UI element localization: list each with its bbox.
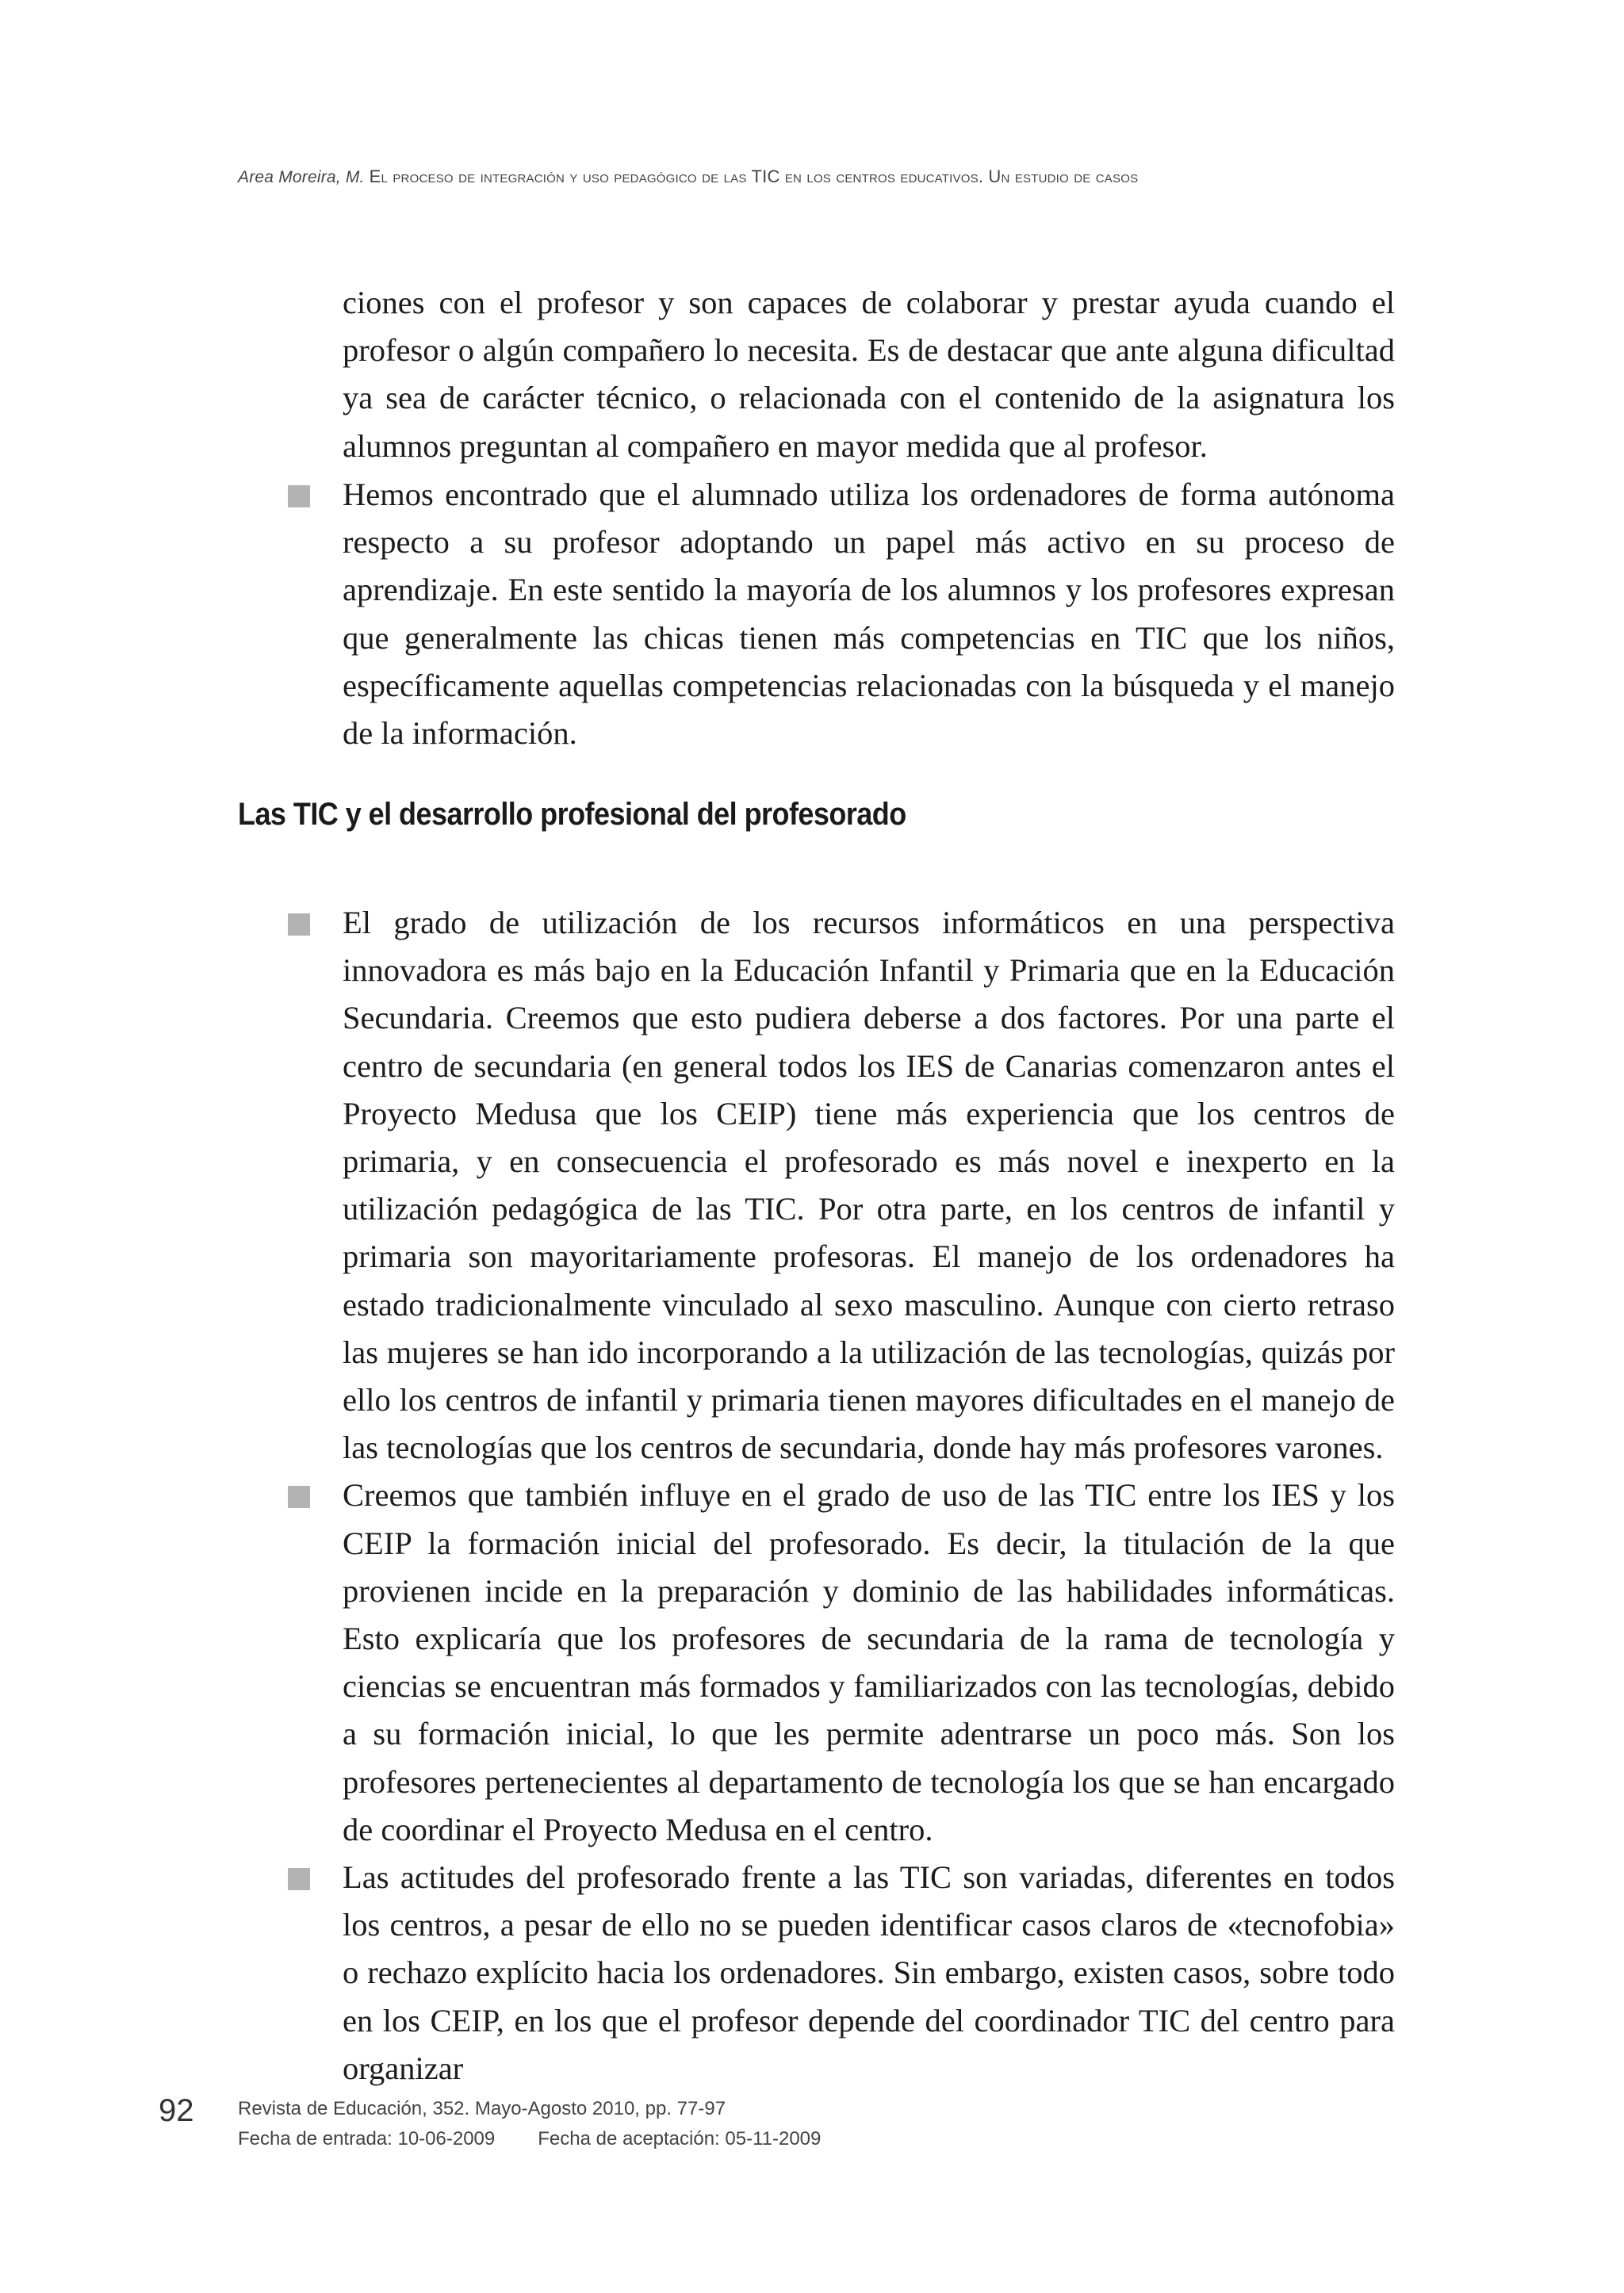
list-item	[343, 1854, 1395, 2092]
page-number: 92	[159, 2093, 194, 2128]
list-item	[343, 899, 1395, 1472]
second-bullet-list	[343, 899, 1395, 2092]
list-item-text: El grado de utilización de los recursos informáticos en una perspectiva innovadora es más bajo en la Educación Infantil y Primaria que en la Educación Secundaria. Creemos que esto pudiera deberse a dos factores. Por una parte el centro de secundaria (en general todos los IES de Canarias comenzaron antes el Proyecto Medusa que los CEIP) tiene más experiencia que los centros de primaria, y en consecuencia el profesorado es más novel e inexperto en la utilización pedagógica de las TIC. Por otra parte, en los centros de infantil y primaria son mayoritariamente profesoras. El manejo de los ordenadores ha estado tradicionalmente vinculado al sexo masculino. Aunque con cierto retraso las mujeres se han ido incorporando a la utilización de las tecnologías, quizás por ello los centros de infantil y primaria tienen mayores dificultades en el manejo de las tecnologías que los centros de secundaria, donde hay más profesores varones.	[343, 905, 1395, 1466]
section-heading: Las TIC y el desarrollo profesional del profesorado	[238, 797, 906, 832]
square-bullet-icon	[288, 1486, 310, 1508]
header-author: Area Moreira, M.	[238, 168, 365, 186]
journal-citation: Revista de Educación, 352. Mayo-Agosto 2010, pp. 77-97	[238, 2098, 726, 2119]
running-header	[238, 167, 1138, 187]
square-bullet-icon	[288, 485, 310, 507]
accepted-date: Fecha de aceptación: 05-11-2009	[538, 2128, 822, 2149]
list-item-text: Hemos encontrado que el alumnado utiliza los ordenadores de forma autónoma respecto a su profesor adoptando un papel más activo en su proceso de aprendizaje. En este sentido la mayoría de los alumnos y los profesores expresan que generalmente las chicas tienen más competencias en TIC que los niños, específicamente aquellas competencias relacionadas con la búsqueda y el manejo de la información.	[343, 477, 1395, 752]
list-item-text: Las actitudes del profesorado frente a las TIC son variadas, diferentes en todos los centros, a pesar de ello no se pueden identificar casos claros de «tecnofobia» o rechazo explícito hacia los ordenadores. Sin embargo, existen casos, sobre todo en los CEIP, en los que el profesor depende del coordinador TIC del centro para organizar	[343, 1859, 1395, 2086]
continuation-paragraph: ciones con el profesor y son capaces de colaborar y prestar ayuda cuando el profesor o algún compañero lo necesita. Es de destacar que ante alguna dificultad ya sea de carácter técnico, o relacionada con el contenido de la asignatura los alumnos preguntan al compañero en mayor medida que al profesor.	[343, 285, 1395, 464]
list-item-text: Creemos que también influye en el grado de uso de las TIC entre los IES y los CEIP la formación inicial del profesorado. Es decir, la titulación de la que provienen incide en la preparación y dominio de las habilidades informáticas. Esto explicaría que los profesores de secundaria de la rama de tecnología y ciencias se encuentran más formados y familiarizados con las tecnologías, debido a su formación inicial, lo que les permite adentrarse un poco más. Son los profesores pertenecientes al departamento de tecnología los que se han encargado de coordinar el Proyecto Medusa en el centro.	[343, 1477, 1395, 1847]
first-bullet-list	[343, 471, 1395, 757]
header-article-title: El proceso de integración y uso pedagógico de las TIC en los centros educativos. Un estudio de casos	[369, 167, 1139, 186]
received-date: Fecha de entrada: 10-06-2009	[238, 2128, 496, 2149]
square-bullet-icon	[288, 913, 310, 936]
submission-dates	[238, 2128, 821, 2150]
list-item	[343, 471, 1395, 757]
square-bullet-icon	[288, 1868, 310, 1890]
page-footer	[0, 2093, 1624, 2188]
list-item	[343, 1472, 1395, 1854]
